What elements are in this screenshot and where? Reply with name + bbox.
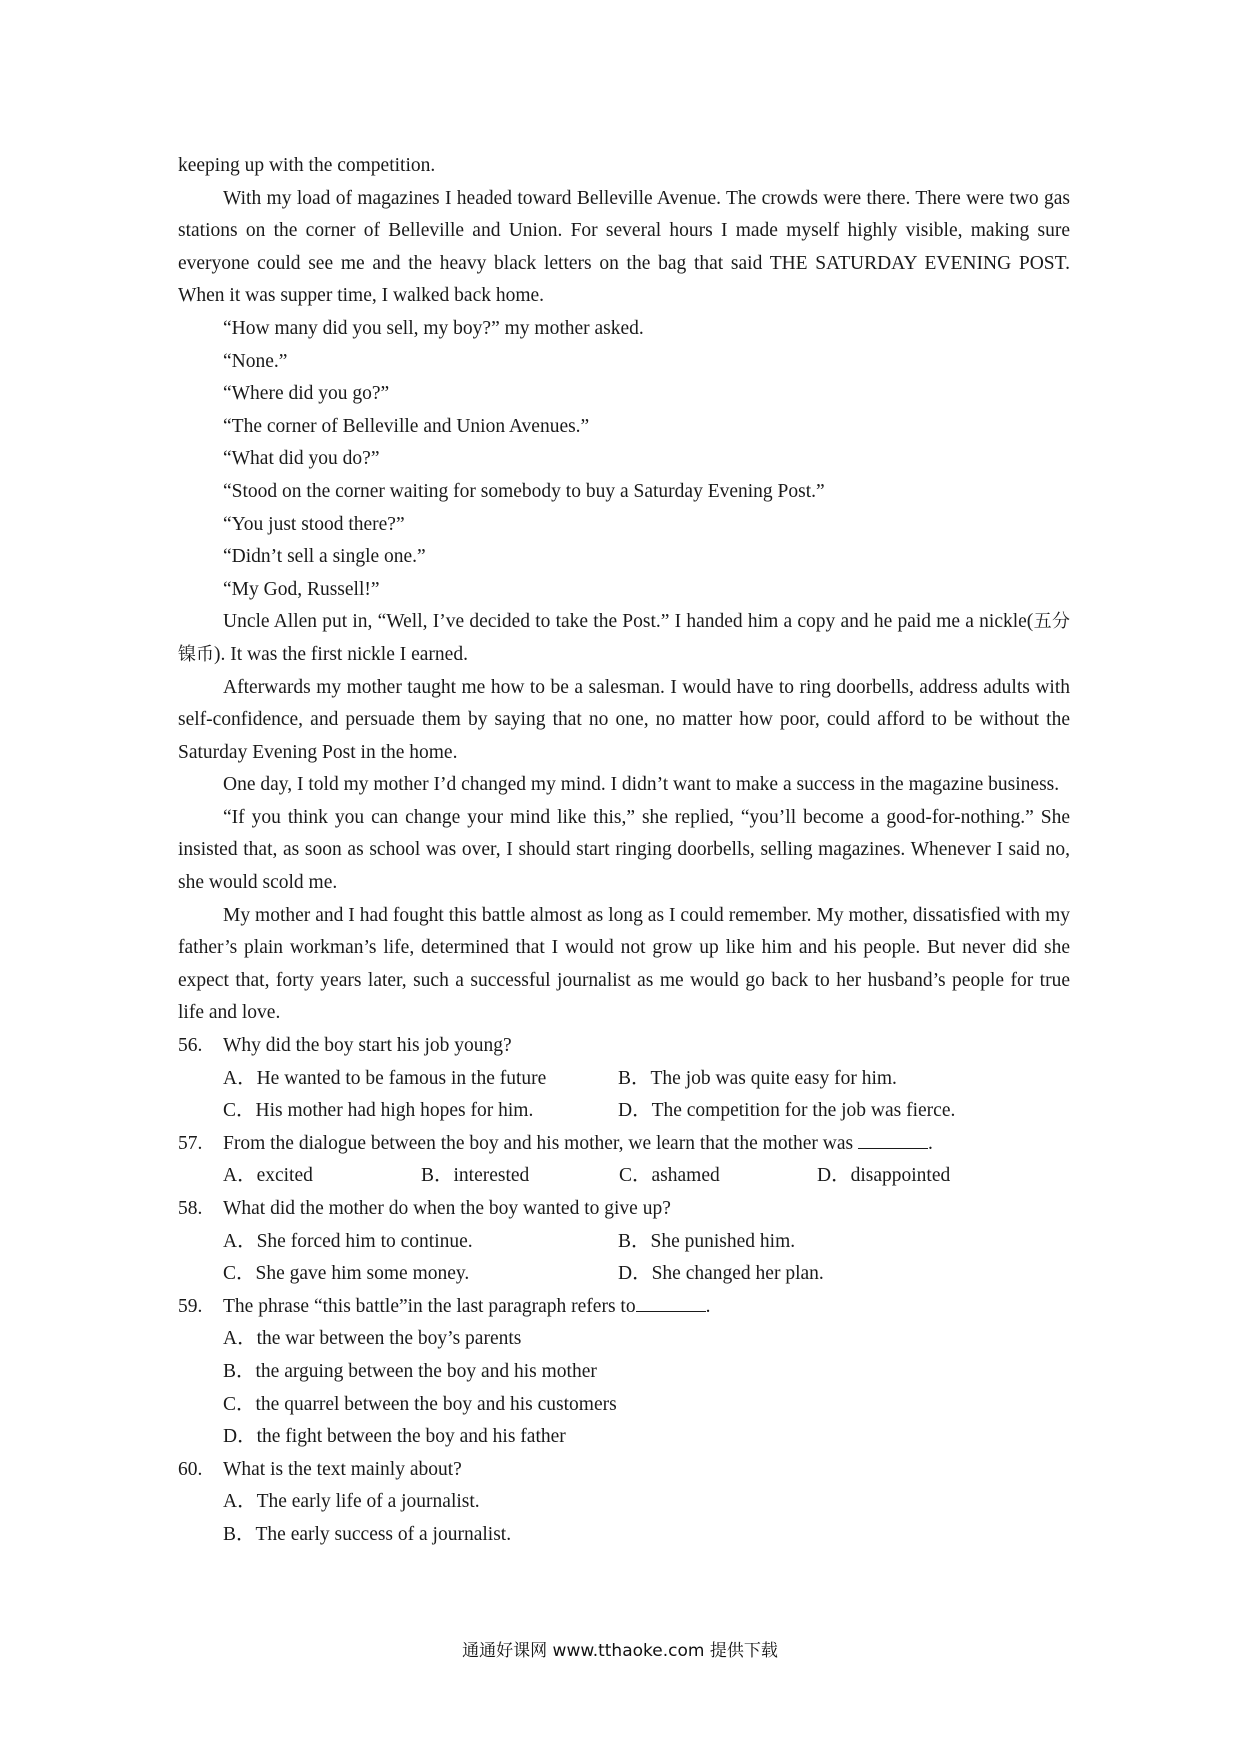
chinese-gloss: 五分镍币 (178, 611, 1070, 665)
question-text: From the dialogue between the boy and his mother, we learn that the mother was (223, 1132, 854, 1154)
question-57 (178, 1128, 1070, 1193)
question-text: What did the mother do when the boy wanted to give up? (223, 1198, 671, 1219)
option-b[interactable]: B．She punished him. (618, 1230, 796, 1252)
option-d[interactable]: D．She changed her plan. (618, 1263, 824, 1285)
option-d[interactable]: D．the fight between the boy and his father (223, 1426, 566, 1448)
option-row (178, 1160, 1070, 1193)
option-c[interactable]: C．His mother had high hopes for him. (223, 1100, 534, 1122)
question-number: 59. (178, 1295, 203, 1317)
dialogue-line: “What did you do?” (223, 448, 380, 470)
option-b[interactable]: B．interested (421, 1165, 530, 1187)
option-a[interactable]: A．She forced him to continue. (223, 1230, 473, 1252)
question-number: 57. (178, 1132, 203, 1154)
question-tail: . (705, 1295, 711, 1317)
passage-paragraph-4: One day, I told my mother I’d changed my mind. I didn’t want to make a success in the magazine business. (223, 774, 1060, 796)
question-stem (178, 1291, 1070, 1324)
passage-paragraph-5: “If you think you can change your mind like this,” she replied, “you’ll become a good-for-nothing.” She insisted that, as soon as school was over, I should start ringing doorbells, selling magazines. Whenever I said no, she would scold me. (178, 806, 1070, 894)
dialogue-line: “Didn’t sell a single one.” (223, 546, 426, 568)
option-c[interactable]: C．She gave him some money. (223, 1263, 470, 1285)
dialogue-line: “None.” (223, 350, 288, 372)
answer-blank (636, 1293, 706, 1312)
question-text: Why did the boy start his job young? (223, 1035, 512, 1057)
question-number: 56. (178, 1035, 203, 1057)
question-stem (178, 1128, 1070, 1161)
question-59 (178, 1291, 1070, 1454)
paragraph-2-start: Uncle Allen put in, “Well, I’ve decided to take the Post.” I handed him a copy and he paid me a nickle( (223, 611, 1034, 633)
option-list (178, 1486, 1070, 1551)
option-list (178, 1323, 1070, 1453)
passage-paragraph-0: keeping up with the competition. (178, 155, 436, 176)
question-stem (178, 1193, 1070, 1226)
passage-paragraph-1: With my load of magazines I headed toward Belleville Avenue. The crowds were there. There were two gas stations on the corner of Belleville and Union. For several hours I made myself highly visible, making sure everyone could see me and the heavy black letters on the bag that said THE SATURDAY EVENING POST. When it was supper time, I walked back home. (178, 187, 1070, 307)
question-stem (178, 1454, 1070, 1487)
passage-paragraph-2 (178, 606, 1070, 671)
option-row (178, 1063, 1070, 1096)
question-number: 58. (178, 1198, 203, 1219)
option-c[interactable]: C．ashamed (619, 1165, 720, 1187)
question-tail: . (927, 1132, 933, 1154)
question-number: 60. (178, 1458, 203, 1480)
option-b[interactable]: B．The early success of a journalist. (223, 1523, 512, 1545)
option-a[interactable]: A．The early life of a journalist. (223, 1491, 480, 1513)
question-58 (178, 1193, 1070, 1291)
option-d[interactable]: D．The competition for the job was fierce. (618, 1100, 956, 1122)
question-text: The phrase “this battle”in the last paragraph refers to (223, 1295, 636, 1317)
option-row (178, 1226, 1070, 1259)
option-a[interactable]: A．excited (223, 1165, 313, 1187)
option-row (178, 1095, 1070, 1128)
dialogue (178, 313, 1070, 606)
option-d[interactable]: D．disappointed (817, 1165, 951, 1187)
option-row (178, 1258, 1070, 1291)
question-60 (178, 1454, 1070, 1552)
dialogue-line: “The corner of Belleville and Union Avenues.” (223, 415, 590, 437)
paragraph-2-end: ). It was the first nickle I earned. (214, 643, 468, 665)
question-text: What is the text mainly about? (223, 1458, 462, 1480)
dialogue-line: “You just stood there?” (223, 513, 405, 535)
option-c[interactable]: C．the quarrel between the boy and his customers (223, 1393, 617, 1415)
option-a[interactable]: A．He wanted to be famous in the future (223, 1067, 547, 1089)
passage-paragraph-6: My mother and I had fought this battle almost as long as I could remember. My mother, dissatisfied with my father’s plain workman’s life, determined that I would not grow up like him and his people. But never did she expect that, forty years later, such a successful journalist as me would go back to her husband’s people for true life and love. (178, 904, 1070, 1024)
dialogue-line: “How many did you sell, my boy?” my mother asked. (223, 317, 644, 339)
dialogue-line: “Stood on the corner waiting for somebody to buy a Saturday Evening Post.” (223, 480, 825, 502)
option-b[interactable]: B．the arguing between the boy and his mother (223, 1360, 597, 1382)
document-page (178, 150, 1070, 1552)
question-56 (178, 1030, 1070, 1128)
dialogue-line: “Where did you go?” (223, 383, 390, 405)
page-footer: 通通好课网 www.tthaoke.com 提供下载 (462, 1641, 778, 1661)
dialogue-line: “My God, Russell!” (223, 578, 380, 600)
passage-paragraph-3: Afterwards my mother taught me how to be a salesman. I would have to ring doorbells, address adults with self-confidence, and persuade them by saying that no one, no matter how poor, could afford to be without the Saturday Evening Post in the home. (178, 676, 1070, 763)
answer-blank (858, 1130, 928, 1149)
option-b[interactable]: B．The job was quite easy for him. (618, 1067, 897, 1089)
option-a[interactable]: A．the war between the boy’s parents (223, 1328, 522, 1350)
question-stem (178, 1030, 1070, 1063)
